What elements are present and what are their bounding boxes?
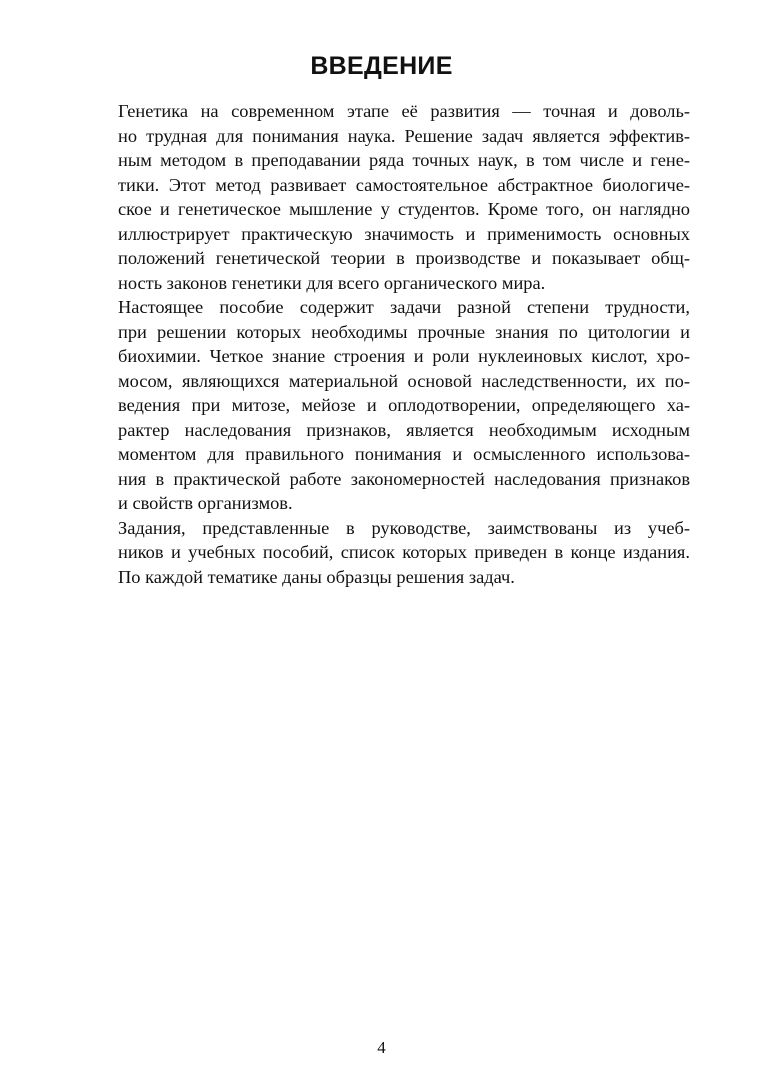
text-line: Генетика на современном этапе её развития — точная и доволь-	[118, 101, 690, 121]
text-line: иллюстрирует практическую значимость и применимость основных	[118, 223, 690, 244]
text-line: ников и учебных пособий, список которых приведен в конце издания.	[118, 542, 690, 562]
text-line: ское и генетическое мышление у студентов. Кроме того, он наглядно	[118, 199, 690, 219]
paragraph	[74, 295, 690, 516]
text-line: моментом для правильного понимания и осмысленного использова-	[118, 444, 690, 464]
text-line: при решении которых необходимы прочные знания по цитологии и	[118, 321, 690, 342]
text-line: ность законов генетики для всего органического мира.	[118, 272, 546, 293]
text-line: Задания, представленные в руководстве, заимствованы из учеб-	[118, 517, 690, 538]
body-text	[74, 99, 690, 589]
paragraph	[74, 516, 690, 590]
text-line: рактер наследования признаков, является необходимым исходным	[118, 419, 690, 440]
text-line: мосом, являющихся материальной основой наследственности, их по-	[118, 370, 690, 391]
text-line: тики. Этот метод развивает самостоятельное абстрактное биологиче-	[118, 174, 690, 195]
text-line: Настоящее пособие содержит задачи разной степени трудности,	[118, 297, 690, 317]
text-line: ведения при митозе, мейозе и оплодотворении, определяющего ха-	[118, 395, 690, 415]
text-line: ния в практической работе закономерностей наследования признаков	[118, 468, 690, 489]
paragraph	[74, 99, 690, 295]
text-line: положений генетической теории в производстве и показывает общ-	[118, 248, 690, 268]
text-line: ным методом в преподавании ряда точных наук, в том числе и гене-	[118, 150, 690, 170]
text-line: и свойств организмов.	[118, 493, 293, 513]
page-title: ВВЕДЕНИЕ	[310, 52, 453, 80]
page-number: 4	[377, 1038, 386, 1057]
text-line: но трудная для понимания наука. Решение задач является эффектив-	[118, 125, 690, 146]
text-line: По каждой тематике даны образцы решения задач.	[118, 566, 515, 587]
text-line: биохимии. Четкое знание строения и роли нуклеиновых кислот, хро-	[118, 346, 690, 366]
